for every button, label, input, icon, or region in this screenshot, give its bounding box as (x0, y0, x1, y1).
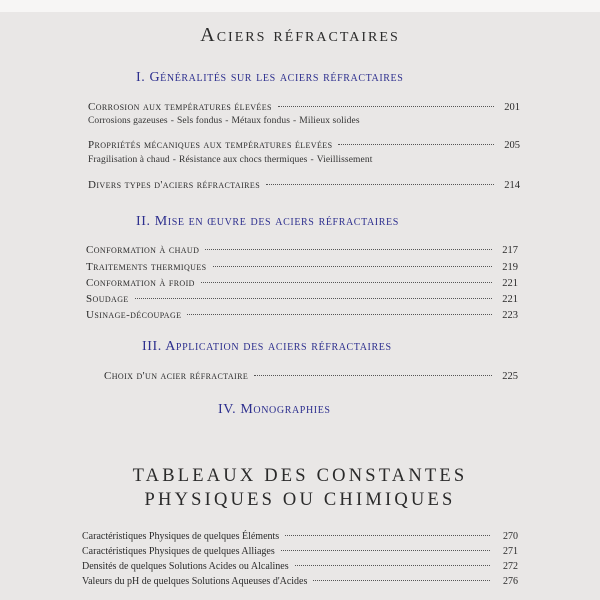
toc-entry-page: 223 (502, 310, 518, 321)
dot-leader (338, 144, 494, 145)
toc-entry-page: 217 (502, 245, 518, 256)
toc-entry-page: 205 (504, 140, 520, 151)
subtopic: Milieux solides (299, 116, 360, 126)
tables-entry-label: Valeurs du pH de quelques Solutions Aqueuses d'Acides (82, 576, 308, 587)
page-title: Aciers réfractaires (200, 24, 400, 46)
toc-entry[interactable] (86, 293, 518, 305)
toc-entry[interactable] (104, 370, 518, 382)
tables-title-line-2: PHYSIQUES OU CHIMIQUES (144, 490, 456, 510)
tables-entry-label: Caractéristiques Physiques de quelques Alliages (82, 546, 275, 557)
toc-entry-label: Usinage-découpage (86, 309, 182, 321)
toc-entry-page: 221 (502, 278, 518, 289)
toc-entry[interactable] (86, 309, 518, 321)
tables-entry-page: 270 (503, 531, 518, 542)
tables-title-line-1: TABLEAUX DES CONSTANTES (132, 466, 468, 486)
toc-entry[interactable] (86, 277, 518, 289)
tables-entry-label: Caractéristiques Physiques de quelques Éléments (82, 531, 280, 542)
toc-entry-label: Choix d'un acier réfractaire (104, 370, 249, 382)
toc-entry-label: Propriétés mécaniques aux températures élevées (88, 139, 333, 151)
toc-entry-label: Corrosion aux températures élevées (88, 101, 272, 113)
section-heading-1: I. Généralités sur les aciers réfractaires (136, 70, 404, 85)
subtopic: Vieillissement (316, 155, 373, 165)
toc-subtopics: Fragilisation à chaud - Résistance aux chocs thermiques - Vieillissement (88, 155, 373, 165)
toc-entry-page: 221 (502, 294, 518, 305)
section-heading-2: II. Mise en œuvre des aciers réfractaires (136, 214, 399, 229)
dot-leader (313, 580, 490, 581)
toc-entry-page: 214 (504, 180, 520, 191)
toc-entry-label: Traitements thermiques (86, 261, 207, 273)
dot-leader (205, 249, 492, 250)
section-heading-3: III. Application des aciers réfractaires (142, 339, 392, 354)
dot-leader (135, 298, 492, 299)
subtopic: Résistance aux chocs thermiques (179, 155, 308, 165)
toc-entry-label: Conformation à chaud (86, 244, 200, 256)
dot-leader (201, 282, 492, 283)
dot-leader (254, 375, 492, 376)
dot-leader (213, 266, 493, 267)
toc-entry-page: 225 (502, 371, 518, 382)
tables-entry-page: 276 (503, 576, 518, 587)
toc-entry-page: 219 (502, 262, 518, 273)
tables-entry-page: 271 (503, 546, 518, 557)
subtopic: Métaux fondus (231, 116, 291, 126)
dot-leader (187, 314, 492, 315)
toc-entry[interactable] (88, 179, 520, 191)
toc-entry-page: 201 (504, 102, 520, 113)
subtopic: Sels fondus (177, 116, 223, 126)
subtopic: Fragilisation à chaud (88, 155, 170, 165)
tables-entry-page: 272 (503, 561, 518, 572)
toc-entry[interactable] (86, 261, 518, 273)
toc-entry-label: Divers types d'aciers réfractaires (88, 179, 261, 191)
section-heading-4: IV. Monographies (218, 402, 331, 417)
toc-entry-label: Conformation à froid (86, 277, 195, 289)
tables-entry[interactable] (82, 531, 518, 542)
dot-leader (266, 184, 494, 185)
dot-leader (285, 535, 490, 536)
dot-leader (295, 565, 490, 566)
toc-entry[interactable] (86, 244, 518, 256)
tables-entry[interactable] (82, 561, 518, 572)
toc-entry[interactable] (88, 139, 520, 151)
toc-entry-label: Soudage (86, 293, 129, 305)
subtopic: Corrosions gazeuses (88, 116, 168, 126)
tables-entry[interactable] (82, 546, 518, 557)
toc-subtopics: Corrosions gazeuses - Sels fondus - Métaux fondus - Milieux solides (88, 116, 360, 126)
tables-entry[interactable] (82, 576, 518, 587)
toc-entry[interactable] (88, 101, 520, 113)
dot-leader (281, 550, 490, 551)
dot-leader (278, 106, 494, 107)
tables-entry-label: Densités de quelques Solutions Acides ou Alcalines (82, 561, 289, 572)
